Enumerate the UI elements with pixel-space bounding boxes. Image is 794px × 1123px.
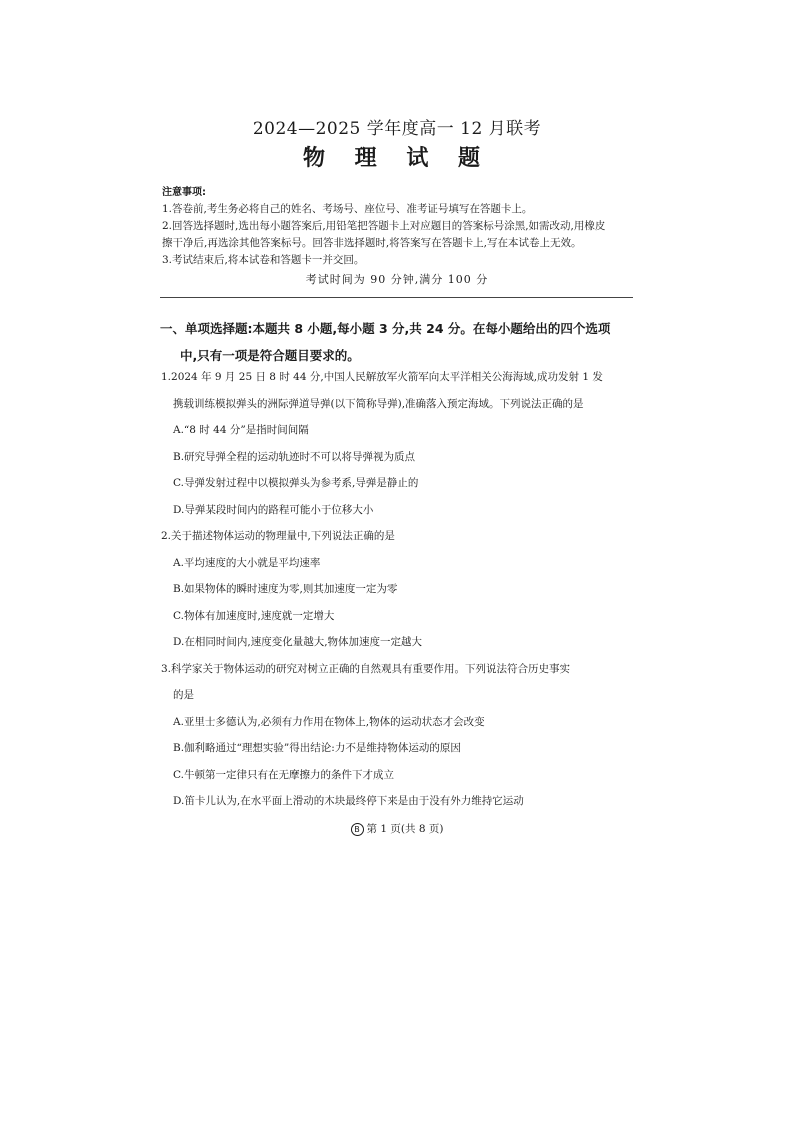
exam-time: 考试时间为 90 分钟,满分 100 分 [305,273,489,286]
section-heading-line: 一、单项选择题:本题共 8 小题,每小题 3 分,共 24 分。在每小题给出的四个选项 [160,321,611,336]
question-stem: 的是 [173,689,194,701]
question-stem: 1.2024 年 9 月 25 日 8 时 44 分,中国人民解放军火箭军向太平洋相关公海海域,成功发射 1 发 [161,371,603,383]
question-option: B.如果物体的瞬时速度为零,则其加速度一定为零 [173,583,398,595]
notice-line: 2.回答选择题时,选出每小题答案后,用铅笔把答题卡上对应题目的答案标号涂黑,如需改动,用橡皮 [162,220,606,232]
question-option: A.平均速度的大小就是平均速率 [173,556,321,569]
section-heading-line: 中,只有一项是符合题目要求的。 [180,348,360,363]
question-option: A.“8 时 44 分”是指时间间隔 [173,424,309,436]
question-list [161,364,641,815]
question-option: B.伽利略通过“理想实验”得出结论:力不是维持物体运动的原因 [173,742,461,754]
page-number: 第 1 页(共 8 页) [366,823,444,835]
page-footer [0,821,794,836]
question-option: A.亚里士多德认为,必须有力作用在物体上,物体的运动状态才会改变 [173,715,485,728]
version-badge: B [351,823,364,836]
question-option: D.导弹某段时间内的路程可能小于位移大小 [173,503,374,516]
question-option: B.研究导弹全程的运动轨迹时不可以将导弹视为质点 [173,450,416,463]
question-option: D.笛卡儿认为,在水平面上滑动的木块最终停下来是由于没有外力维持它运动 [173,795,524,807]
notice-line: 擦干净后,再选涂其他答案标号。回答非选择题时,将答案写在答题卡上,写在本试卷上无效。 [162,237,582,249]
exam-title: 2024—2025 学年度高一 12 月联考 [252,119,542,139]
question-option: C.牛顿第一定律只有在无摩擦力的条件下才成立 [173,768,394,781]
question-1 [161,364,641,523]
notice-heading: 注意事项: [162,187,206,198]
question-stem: 2.关于描述物体运动的物理量中,下列说法正确的是 [161,530,395,542]
question-2 [161,523,641,656]
divider [160,297,633,298]
notice-line: 1.答卷前,考生务必将自己的姓名、考场号、座位号、准考证号填写在答题卡上。 [162,203,533,215]
question-stem: 携载训练模拟弹头的洲际弹道导弹(以下简称导弹),准确落入预定海域。下列说法正确的是 [173,397,584,410]
notice-line: 3.考试结束后,将本试卷和答题卡一并交回。 [162,254,365,266]
question-option: C.导弹发射过程中以模拟弹头为参考系,导弹是静止的 [173,477,419,489]
question-stem: 3.科学家关于物体运动的研究对树立正确的自然观具有重要作用。下列说法符合历史事实 [161,662,571,675]
section-heading [160,315,640,369]
notice-block [162,184,642,269]
question-3 [161,656,641,815]
question-option: C.物体有加速度时,速度就一定增大 [173,609,335,622]
subject-title: 物 理 试 题 [303,145,491,171]
question-option: D.在相同时间内,速度变化量越大,物体加速度一定越大 [173,636,423,648]
